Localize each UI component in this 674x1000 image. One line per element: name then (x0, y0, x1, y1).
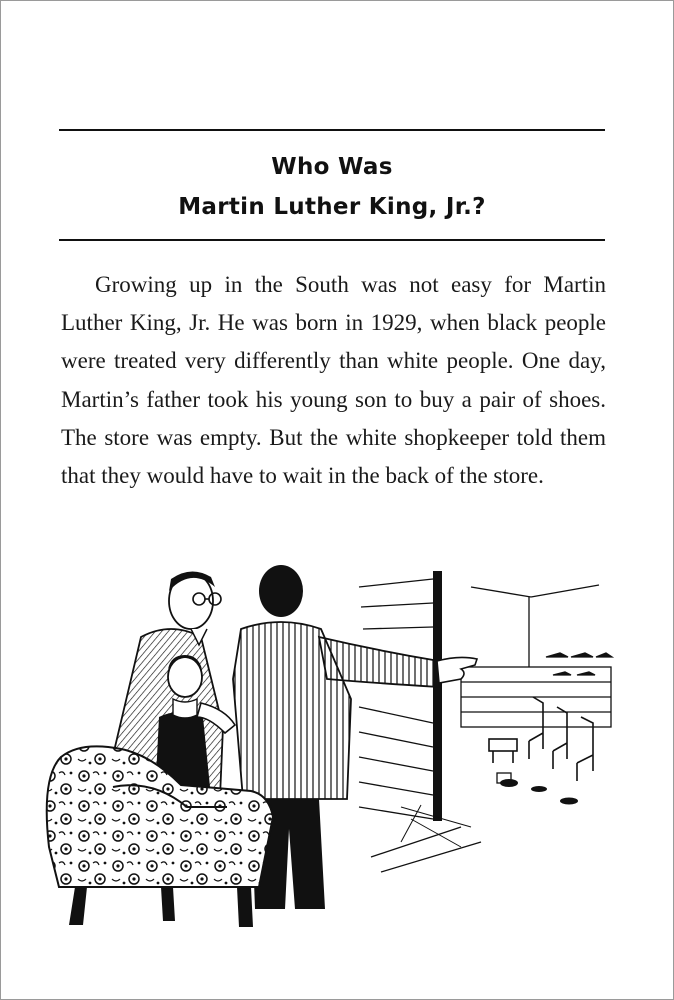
body-paragraph: Growing up in the South was not easy for Martin Luther King, Jr. He was born in 1929, when black people were treated very differently than white people. One day, Martin’s father took his young son to buy a pair of shoes. The store was empty. But the white shopkeeper told them that they would have to wait in the back of the store. (61, 272, 606, 489)
title-rule-top (59, 129, 605, 131)
door-post (433, 571, 442, 821)
title-rule-bottom (59, 239, 605, 241)
store-wall (359, 579, 599, 872)
chapter-title-line-1: Who Was (271, 154, 393, 180)
shoe-shelves (461, 653, 612, 727)
store-chairs (489, 697, 593, 781)
shoe-store-illustration (41, 557, 631, 947)
floral-armchair (47, 746, 273, 927)
chapter-title (59, 147, 605, 227)
chapter-title-line-2: Martin Luther King, Jr.? (178, 194, 486, 220)
floor-shoes (497, 773, 578, 805)
